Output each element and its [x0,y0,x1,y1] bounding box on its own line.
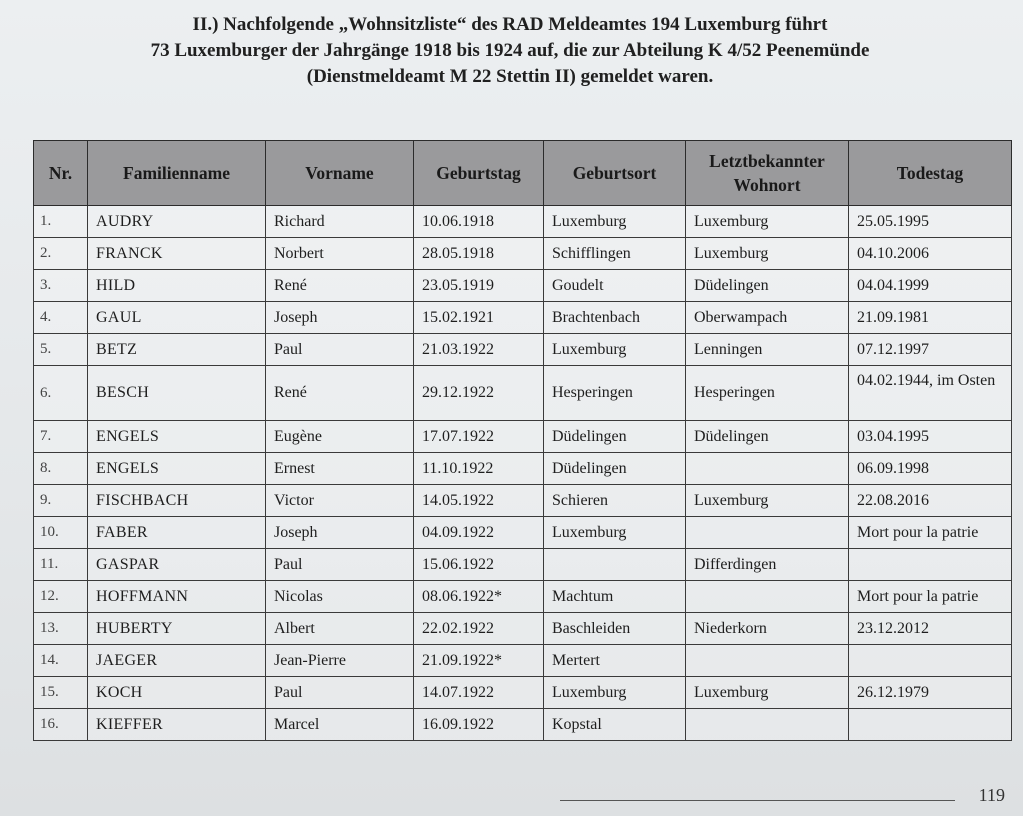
table-row [34,302,1012,334]
cell-geburtstag: 14.07.1922 [414,677,544,709]
cell-geburtstag: 21.03.1922 [414,334,544,366]
cell-nr: 7. [34,421,88,453]
table-row [34,206,1012,238]
table-body [34,206,1012,741]
cell-todestag: 23.12.2012 [849,613,1012,645]
cell-vorname: Richard [266,206,414,238]
column-header-familienname: Familienname [88,141,266,206]
column-header-geburtsort: Geburtsort [544,141,686,206]
cell-nr: 11. [34,549,88,581]
cell-wohnort: Oberwampach [686,302,849,334]
cell-nr: 12. [34,581,88,613]
cell-nr: 10. [34,517,88,549]
cell-vorname: Norbert [266,238,414,270]
cell-familienname: FISCHBACH [88,485,266,517]
cell-wohnort: Luxemburg [686,485,849,517]
cell-todestag: 21.09.1981 [849,302,1012,334]
page-heading [60,12,960,90]
cell-todestag: 06.09.1998 [849,453,1012,485]
cell-geburtstag: 23.05.1919 [414,270,544,302]
cell-wohnort [686,517,849,549]
cell-vorname: Paul [266,677,414,709]
cell-geburtsort: Luxemburg [544,517,686,549]
cell-todestag: Mort pour la patrie [849,517,1012,549]
cell-nr: 8. [34,453,88,485]
cell-wohnort: Differdingen [686,549,849,581]
cell-wohnort: Düdelingen [686,421,849,453]
table-row [34,270,1012,302]
cell-familienname: HUBERTY [88,613,266,645]
cell-vorname: Ernest [266,453,414,485]
table-row [34,421,1012,453]
column-header-vorname: Vorname [266,141,414,206]
table-row [34,366,1012,421]
cell-wohnort: Niederkorn [686,613,849,645]
cell-wohnort [686,453,849,485]
column-header-todestag: Todestag [849,141,1012,206]
cell-wohnort [686,709,849,741]
cell-wohnort: Düdelingen [686,270,849,302]
cell-todestag [849,549,1012,581]
cell-geburtstag: 15.06.1922 [414,549,544,581]
cell-nr: 5. [34,334,88,366]
cell-nr: 9. [34,485,88,517]
cell-wohnort: Hesperingen [686,366,849,421]
cell-geburtsort: Mertert [544,645,686,677]
cell-geburtsort: Luxemburg [544,206,686,238]
cell-vorname: Eugène [266,421,414,453]
cell-familienname: KOCH [88,677,266,709]
cell-familienname: BETZ [88,334,266,366]
cell-geburtsort: Luxemburg [544,677,686,709]
cell-geburtstag: 29.12.1922 [414,366,544,421]
cell-wohnort [686,645,849,677]
heading-line-1: II.) Nachfolgende „Wohnsitzliste“ des RAD Meldeamtes 194 Luxemburg führt [192,14,828,35]
column-header-geburtstag: Geburtstag [414,141,544,206]
cell-familienname: GAUL [88,302,266,334]
table-row [34,238,1012,270]
cell-nr: 3. [34,270,88,302]
cell-familienname: FABER [88,517,266,549]
cell-geburtsort: Düdelingen [544,453,686,485]
cell-vorname: René [266,366,414,421]
column-header-nr: Nr. [34,141,88,206]
cell-geburtstag: 16.09.1922 [414,709,544,741]
cell-nr: 1. [34,206,88,238]
cell-geburtstag: 15.02.1921 [414,302,544,334]
cell-todestag: 07.12.1997 [849,334,1012,366]
table-row [34,709,1012,741]
heading-line-3: (Dienstmeldeamt M 22 Stettin II) gemeldet waren. [306,66,714,87]
cell-todestag: 03.04.1995 [849,421,1012,453]
cell-vorname: Paul [266,549,414,581]
cell-geburtstag: 10.06.1918 [414,206,544,238]
cell-familienname: HOFFMANN [88,581,266,613]
cell-nr: 16. [34,709,88,741]
cell-wohnort: Lenningen [686,334,849,366]
cell-vorname: René [266,270,414,302]
cell-geburtsort: Brachtenbach [544,302,686,334]
residence-list-table [33,140,1012,741]
table-row [34,334,1012,366]
cell-vorname: Marcel [266,709,414,741]
cell-geburtsort: Baschleiden [544,613,686,645]
cell-todestag [849,645,1012,677]
cell-familienname: GASPAR [88,549,266,581]
cell-wohnort: Luxemburg [686,206,849,238]
cell-geburtsort [544,549,686,581]
cell-todestag [849,709,1012,741]
cell-familienname: BESCH [88,366,266,421]
cell-vorname: Paul [266,334,414,366]
cell-geburtsort: Schieren [544,485,686,517]
cell-todestag: 04.04.1999 [849,270,1012,302]
table-header-row [34,141,1012,206]
cell-geburtstag: 14.05.1922 [414,485,544,517]
cell-vorname: Nicolas [266,581,414,613]
cell-geburtstag: 21.09.1922* [414,645,544,677]
cell-geburtsort: Machtum [544,581,686,613]
cell-familienname: AUDRY [88,206,266,238]
cell-todestag: 26.12.1979 [849,677,1012,709]
footer-rule [560,800,955,801]
cell-familienname: ENGELS [88,453,266,485]
cell-wohnort [686,581,849,613]
page-number: 119 [978,785,1005,805]
cell-geburtsort: Schifflingen [544,238,686,270]
cell-nr: 14. [34,645,88,677]
table-row [34,549,1012,581]
cell-vorname: Joseph [266,302,414,334]
cell-geburtsort: Luxemburg [544,334,686,366]
cell-geburtstag: 11.10.1922 [414,453,544,485]
cell-todestag: 04.02.1944, im Osten [849,366,1012,421]
cell-vorname: Victor [266,485,414,517]
cell-geburtstag: 17.07.1922 [414,421,544,453]
cell-familienname: HILD [88,270,266,302]
cell-wohnort: Luxemburg [686,238,849,270]
cell-todestag: 04.10.2006 [849,238,1012,270]
cell-geburtstag: 04.09.1922 [414,517,544,549]
cell-vorname: Albert [266,613,414,645]
cell-geburtstag: 22.02.1922 [414,613,544,645]
cell-todestag: 25.05.1995 [849,206,1012,238]
cell-nr: 15. [34,677,88,709]
cell-familienname: ENGELS [88,421,266,453]
cell-vorname: Jean-Pierre [266,645,414,677]
cell-familienname: JAEGER [88,645,266,677]
cell-familienname: FRANCK [88,238,266,270]
cell-geburtstag: 28.05.1918 [414,238,544,270]
cell-geburtsort: Hesperingen [544,366,686,421]
table-row [34,453,1012,485]
column-header-wohnort: Letztbekannter Wohnort [686,141,849,206]
heading-line-2: 73 Luxemburger der Jahrgänge 1918 bis 1924 auf, die zur Abteilung K 4/52 Peenemünde [150,40,870,61]
cell-todestag: 22.08.2016 [849,485,1012,517]
cell-geburtsort: Goudelt [544,270,686,302]
cell-nr: 2. [34,238,88,270]
cell-nr: 6. [34,366,88,421]
table-row [34,677,1012,709]
cell-nr: 13. [34,613,88,645]
cell-wohnort: Luxemburg [686,677,849,709]
table-row [34,517,1012,549]
table-row [34,485,1012,517]
cell-geburtsort: Kopstal [544,709,686,741]
table-row [34,581,1012,613]
cell-geburtstag: 08.06.1922* [414,581,544,613]
table-row [34,613,1012,645]
table-row [34,645,1012,677]
cell-familienname: KIEFFER [88,709,266,741]
cell-geburtsort: Düdelingen [544,421,686,453]
cell-vorname: Joseph [266,517,414,549]
cell-nr: 4. [34,302,88,334]
cell-todestag: Mort pour la patrie [849,581,1012,613]
